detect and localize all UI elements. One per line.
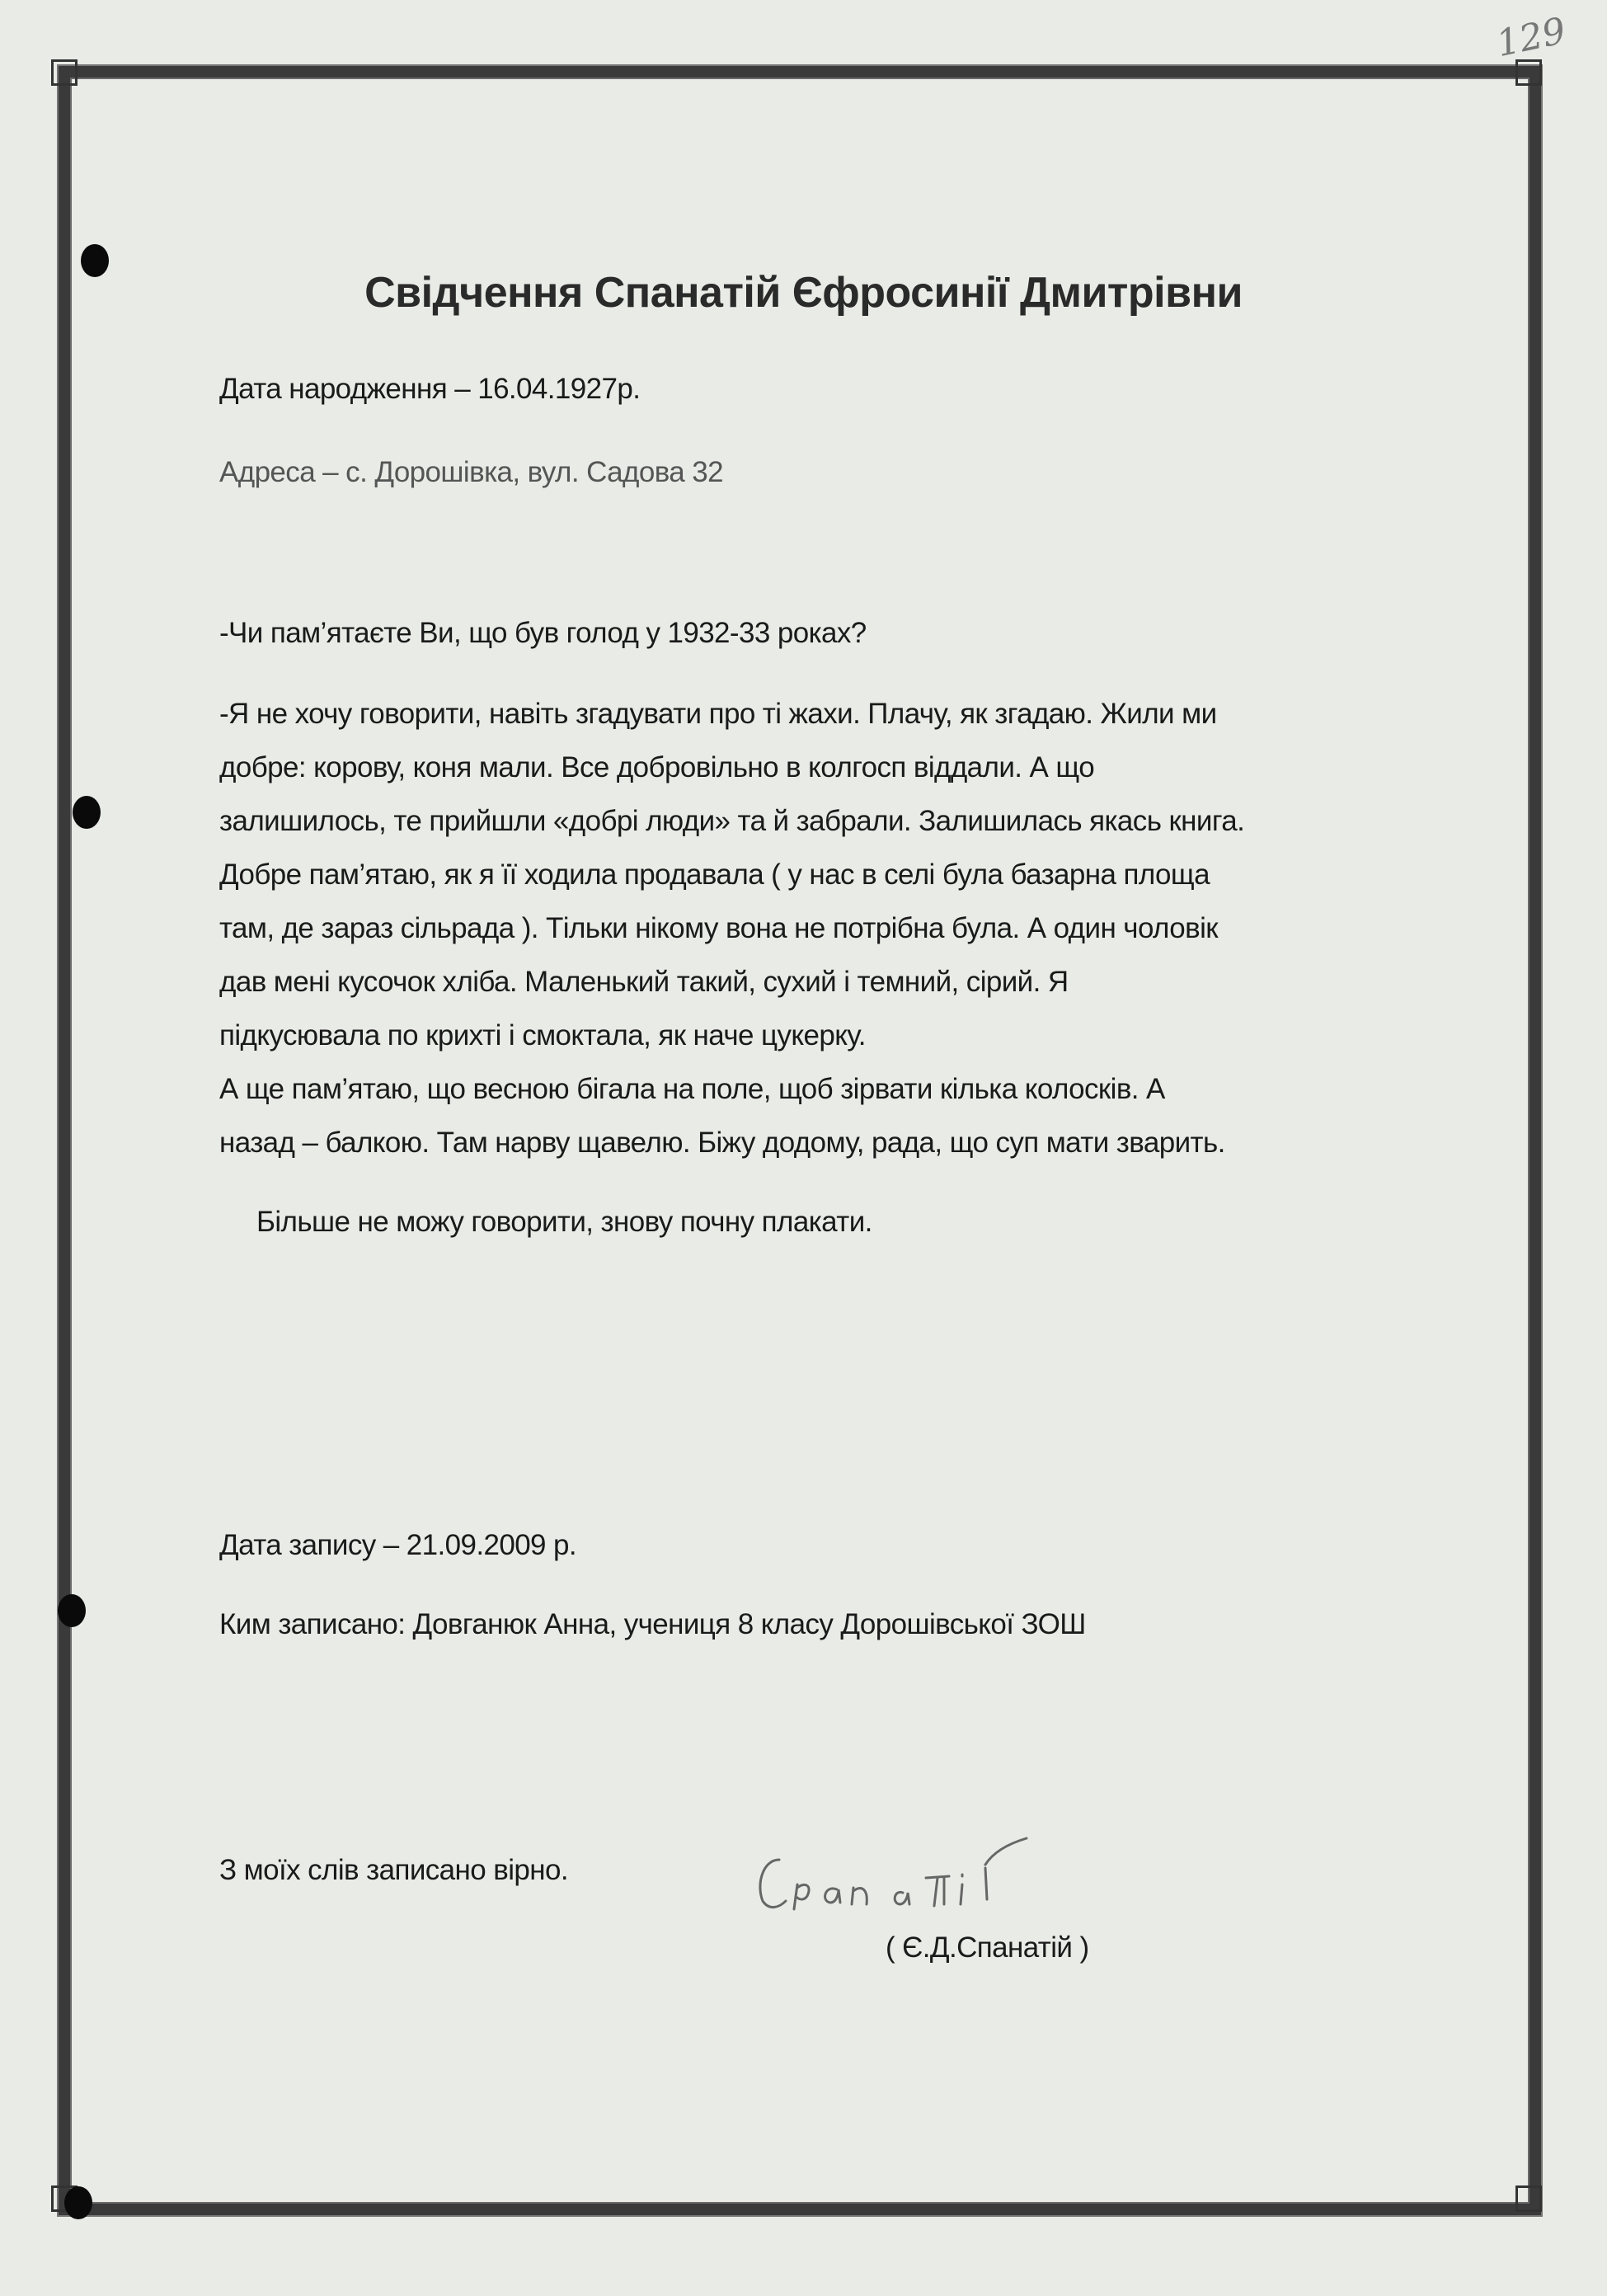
closing-line: Більше не можу говорити, знову почну плакати. xyxy=(256,1206,872,1238)
page-number: 129 xyxy=(1492,9,1570,66)
birth-date: Дата народження – 16.04.1927р. xyxy=(219,373,641,405)
signature-name: ( Є.Д.Спанатій ) xyxy=(886,1931,1089,1964)
answer-line: А ще пам’ятаю, що весною бігала на поле, щоб зірвати кілька колосків. А xyxy=(219,1073,1165,1105)
answer-line: підкусювала по крихті і смоктала, як наче цукерку. xyxy=(219,1019,866,1052)
answer-line: -Я не хочу говорити, навіть згадувати про ті жахи. Плачу, як згадаю. Жили ми xyxy=(219,698,1217,730)
document-title: Свідчення Спанатій Єфросинії Дмитрівни xyxy=(364,269,1243,317)
answer-line: назад – балкою. Там нарву щавелю. Біжу додому, рада, що суп мати зварить. xyxy=(219,1127,1225,1159)
recorded-by: Ким записано: Довганюк Анна, учениця 8 класу Дорошівської ЗОШ xyxy=(219,1608,1086,1640)
border-corner-ornament xyxy=(1515,59,1542,86)
border-corner-ornament xyxy=(1515,2185,1542,2212)
handwritten-signature xyxy=(746,1835,1117,1926)
answer-line: залишилось, те прийшли «добрі люди» та й забрали. Залишилась якась книга. xyxy=(219,805,1245,837)
answer-line: там, де зараз сільрада ). Тільки нікому вона не потрібна була. А один чоловік xyxy=(219,912,1218,944)
answer-line: дав мені кусочок хліба. Маленький такий, сухий і темний, сірий. Я xyxy=(219,966,1069,998)
border-corner-ornament xyxy=(51,59,78,86)
interview-question: -Чи пам’ятаєте Ви, що був голод у 1932-33 роках? xyxy=(219,617,867,649)
answer-line: добре: корову, коня мали. Все добровільно в колгосп віддали. А що xyxy=(219,751,1095,783)
punch-hole xyxy=(73,796,101,829)
answer-line: Добре пам’ятаю, як я її ходила продавала ( у нас в селі була базарна площа xyxy=(219,859,1210,891)
punch-hole xyxy=(64,2186,92,2219)
attestation: З моїх слів записано вірно. xyxy=(219,1854,569,1886)
punch-hole xyxy=(58,1594,86,1627)
address: Адреса – с. Дорошівка, вул. Садова 32 xyxy=(219,456,724,488)
record-date: Дата запису – 21.09.2009 р. xyxy=(219,1529,577,1561)
